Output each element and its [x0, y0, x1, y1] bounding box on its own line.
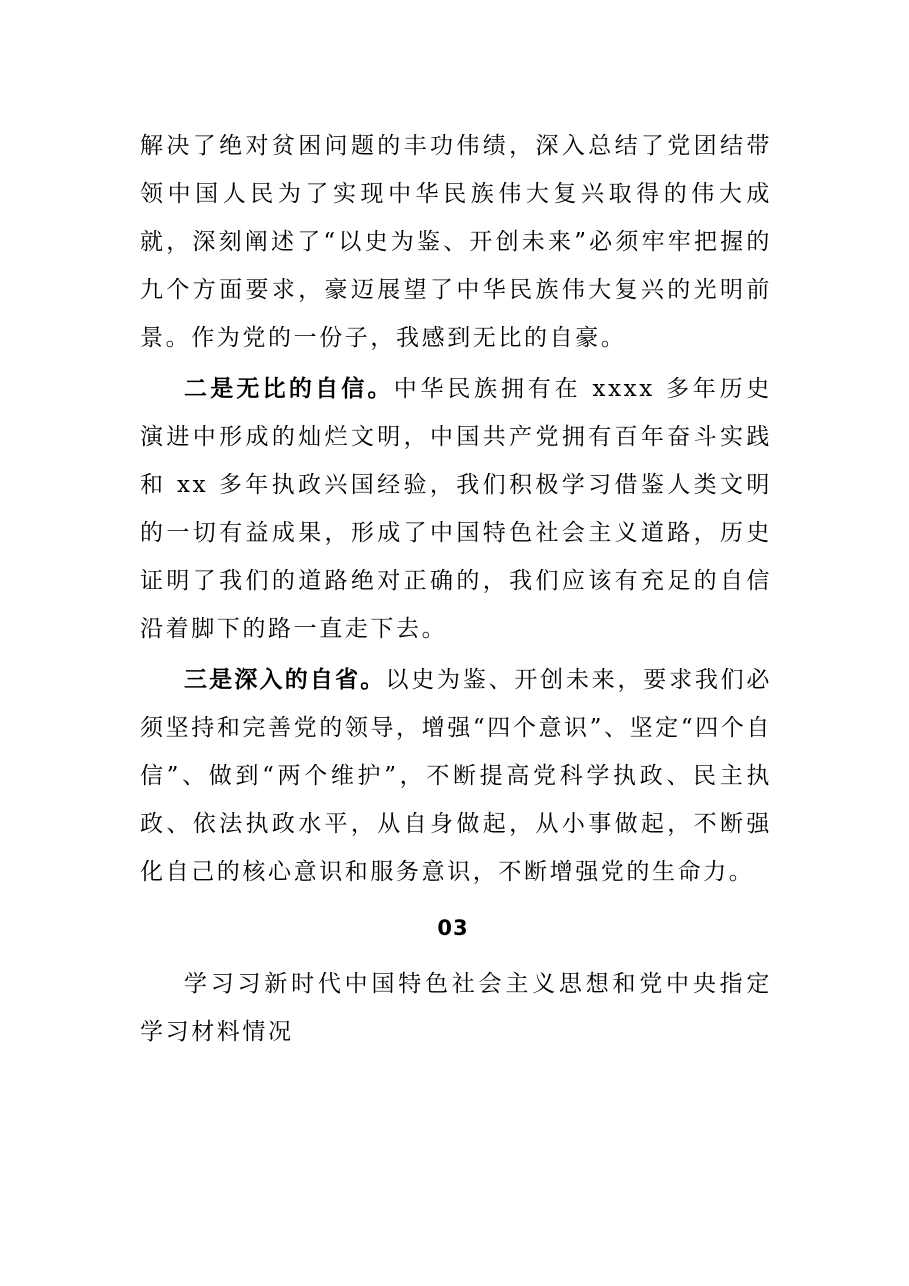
paragraph-lead-heading: 二是无比的自信。	[184, 376, 394, 402]
paragraph-body-text: 以史为鉴、开创未来，要求我们必须坚持和完善党的领导，增强“四个意识”、坚定“四个自信”、做到“两个维护”，不断提高党科学执政、民主执政、依法执政水平，从自身做起，从小事做起，不断强化自己的核心意识和服务意识，不断增强党的生命力。	[140, 667, 773, 885]
document-body	[140, 122, 772, 1056]
paragraph-study-heading: 学习习新时代中国特色社会主义思想和党中央指定学习材料情况	[140, 971, 772, 1045]
paragraph-self-reflection	[140, 656, 772, 896]
paragraph-lead-heading: 三是深入的自省。	[184, 667, 386, 693]
paragraph-body-text: 中华民族拥有在 xxxx 多年历史演进中形成的灿烂文明，中国共产党拥有百年奋斗实践和 xx 多年执政兴国经验，我们积极学习借鉴人类文明的一切有益成果，形成了中国特色社会主义道路，历史证明了我们的道路绝对正确的，我们应该有充足的自信沿着脚下的路一直走下去。	[140, 376, 772, 642]
paragraph-continuation: 解决了绝对贫困问题的丰功伟绩，深入总结了党团结带领中国人民为了实现中华民族伟大复兴取得的伟大成就，深刻阐述了“以史为鉴、开创未来”必须牢牢把握的九个方面要求，豪迈展望了中华民族伟大复兴的光明前景。作为党的一份子，我感到无比的自豪。	[140, 133, 772, 351]
section-number: 03	[437, 916, 469, 940]
paragraph-self-confidence	[140, 365, 772, 653]
